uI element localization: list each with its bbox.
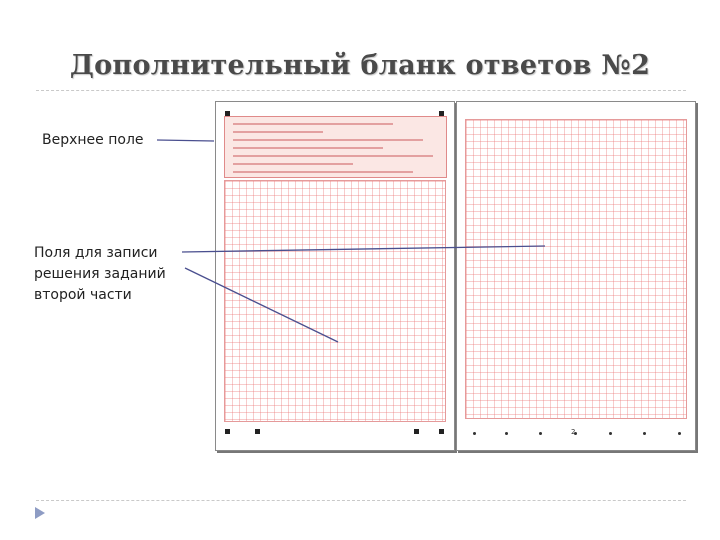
pointer-arrow-right-grid (182, 246, 545, 252)
label-answer-fields-line1: Поля для записи (34, 245, 158, 261)
label-answer-fields-line2: решения заданий (34, 266, 166, 282)
play-triangle-icon (34, 506, 46, 520)
label-top-field: Верхнее поле (42, 132, 144, 148)
pointer-arrow-left-grid (185, 268, 338, 342)
slide-title: Дополнительный бланк ответов №2 (69, 50, 651, 81)
label-answer-fields-line3: второй части (34, 287, 132, 303)
page-number: 2 (571, 428, 576, 436)
pointer-arrow-top-field (157, 140, 214, 141)
